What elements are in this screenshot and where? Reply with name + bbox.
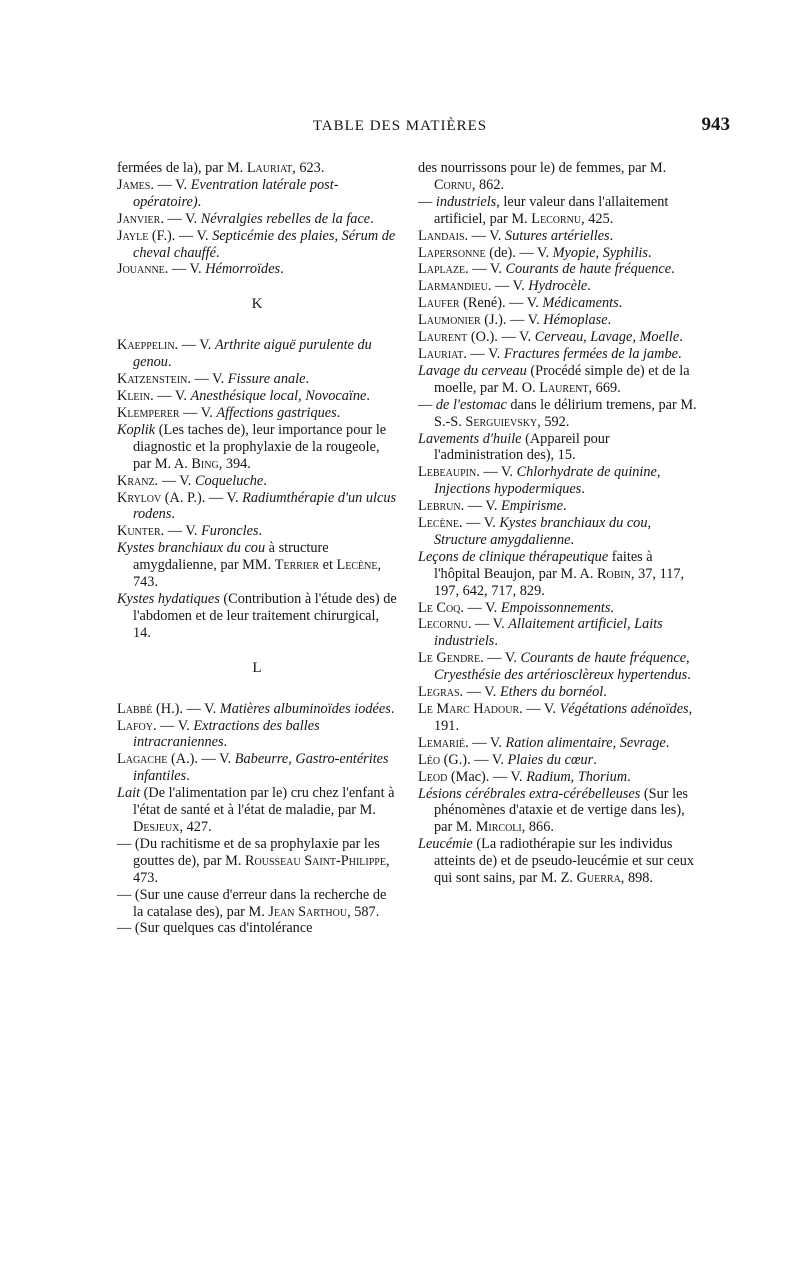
author-name: Kunter: [117, 523, 161, 540]
entry-text: , 37, 117, 197, 642, 717, 829.: [434, 565, 685, 599]
index-entry: [418, 329, 698, 346]
author-name: Lauriat: [418, 345, 464, 362]
index-entry: [418, 684, 698, 701]
index-entry: [117, 920, 397, 937]
author-name: Laumonier: [418, 312, 481, 329]
entry-text: , 425.: [581, 210, 614, 227]
index-entry: [117, 887, 397, 921]
entry-text: .: [587, 278, 591, 295]
index-entry: [117, 388, 397, 405]
entry-text: . — V.: [460, 599, 501, 616]
entry-text: . — V.: [164, 261, 206, 278]
index-entry: [117, 422, 397, 473]
entry-text: dans le délirium tremens, par M. S.-S.: [434, 396, 697, 430]
entry-text: .: [679, 329, 683, 346]
page-number: 943: [701, 114, 730, 135]
author-name: Cornu: [434, 176, 472, 193]
entry-text: (La radiothérapie sur les individus atteints de) et de pseudo-leucémie et sur ceux qui sont sains, par M. Z.: [434, 836, 695, 887]
entry-text: , 898.: [620, 870, 653, 887]
subject-term: Kystes branchiaux du cou, Structure amygdalienne: [434, 515, 652, 548]
subject-term: Médicaments: [542, 295, 619, 312]
subject-term: Végétations adénoïdes: [559, 701, 689, 717]
subject-term: Hémorroïdes: [205, 261, 281, 278]
entry-text: , leur valeur dans l'allaitement artificiel, par M.: [434, 193, 669, 227]
author-name: Lecène: [418, 515, 459, 532]
index-entry: [117, 228, 397, 262]
index-entry: [418, 549, 698, 600]
author-name: Le Marc Hadour: [418, 701, 520, 717]
subject-term: Myopie, Syphilis: [552, 244, 648, 261]
index-entry: [418, 616, 698, 650]
index-entry: [117, 701, 397, 718]
entry-text: fermées de la), par M.: [117, 160, 247, 176]
subject-term: Radiumthérapie d'un ulcus rodens: [133, 489, 397, 523]
entry-text: (Les taches de), leur importance pour le diagnostic et la prophylaxie de la rougeole, par M. A.: [133, 421, 387, 472]
author-name: Leod: [418, 768, 448, 785]
entry-text: —: [418, 193, 436, 210]
author-name: Mircoli: [475, 819, 522, 836]
index-entry: [418, 312, 698, 329]
index-entry: [418, 769, 698, 786]
entry-text: (Sur les phénomènes d'ataxie et de vertige dans les), par M.: [434, 785, 688, 836]
index-entry: [117, 751, 397, 785]
entry-text: des nourrissons pour le) de femmes, par M.: [418, 160, 667, 176]
subject-term: Lésions cérébrales extra-cérébelleuses: [418, 785, 641, 802]
index-entry: [117, 540, 397, 591]
subject-term: Extractions des balles intracraniennes: [133, 717, 320, 751]
entry-text: faites à l'hôpital Beaujon, par M. A.: [434, 548, 653, 582]
subject-term: Ration alimentaire, Sevrage: [505, 734, 666, 751]
author-name: Lagache: [117, 751, 168, 768]
entry-text: (De l'alimentation par le) cru chez l'enfant à l'état de santé et à l'état de maladie, par M.: [133, 785, 395, 819]
entry-text: . — V.: [459, 684, 500, 701]
index-entry: [418, 278, 698, 295]
entry-text: .: [171, 506, 175, 523]
author-name: James: [117, 176, 151, 193]
index-entry: [418, 650, 698, 684]
subject-term: Hémoplase: [543, 312, 608, 329]
subject-term: Babeurre, Gastro-entérites infantiles: [133, 751, 389, 785]
entry-text: . — V.: [487, 278, 529, 295]
author-name: Lebrun: [418, 498, 461, 515]
subject-term: Septicémie des plaies, Sérum de cheval chauffé: [133, 227, 396, 261]
index-entry: [117, 177, 397, 211]
entry-text: (O.). — V.: [467, 329, 535, 346]
index-entry: [418, 786, 698, 837]
entry-text: à structure amygdalienne, par MM.: [133, 540, 329, 574]
author-name: Laurent: [539, 379, 589, 396]
entry-text: , 587.: [347, 903, 380, 920]
entry-text: .: [370, 210, 374, 227]
author-name: Desjeux: [133, 819, 180, 835]
subject-term: Plaies du cœur: [507, 751, 594, 768]
subject-term: Leucémie: [418, 836, 473, 853]
entry-text: .: [687, 667, 691, 684]
entry-text: . — V.: [476, 464, 517, 481]
entry-text: .: [494, 633, 498, 650]
index-entry: [117, 490, 397, 524]
entry-text: (Contribution à l'étude des) de l'abdomen et de leur traitement chirurgical, 14.: [133, 590, 397, 641]
index-entry: [418, 836, 698, 887]
index-entry: [418, 160, 698, 194]
entry-text: . — V.: [150, 388, 191, 405]
entry-text: , 191.: [434, 701, 693, 734]
subject-term: Leçons de clinique thérapeutique: [418, 548, 609, 565]
index-entry: [418, 346, 698, 363]
author-name: Lebeaupin: [418, 464, 477, 481]
section-letter: K: [251, 296, 263, 313]
author-name: Janvier: [117, 210, 161, 227]
author-name: Lecornu: [418, 616, 468, 633]
index-entry: [117, 405, 397, 422]
entry-text: . — V.: [460, 498, 502, 515]
entry-text: —: [418, 396, 436, 413]
author-name: Kranz: [117, 472, 155, 489]
subject-term: Courants de haute fréquence: [505, 261, 672, 278]
entry-text: .: [167, 354, 172, 371]
entry-text: . — V.: [152, 717, 194, 734]
index-entry: [117, 785, 397, 836]
entry-text: .: [263, 472, 267, 489]
index-entry: [117, 473, 397, 490]
entry-text: (A. P.). — V.: [161, 489, 243, 506]
entry-text: .: [258, 523, 263, 540]
author-name: Lauriat: [246, 160, 293, 176]
index-entry: [418, 752, 698, 769]
entry-text: .: [223, 734, 228, 751]
subject-term: Lavements d'huile: [418, 430, 522, 447]
index-entry: [418, 194, 698, 228]
entry-text: .: [570, 531, 575, 548]
author-name: Guerra: [576, 870, 621, 887]
index-entry: [418, 397, 698, 431]
entry-text: , 394.: [218, 455, 251, 472]
entry-text: (Mac). — V.: [447, 768, 527, 785]
subject-term: Empirisme: [501, 498, 563, 515]
entry-text: .: [280, 261, 284, 278]
index-entry: [117, 160, 397, 177]
subject-term: Cerveau, Lavage, Moelle: [534, 329, 680, 346]
author-name: Larmandieu: [418, 278, 488, 295]
index-entry: [418, 515, 698, 549]
author-name: Lecornu: [531, 210, 582, 227]
entry-text: .: [562, 498, 567, 515]
index-entry: [418, 735, 698, 752]
author-name: Lecène: [336, 557, 378, 574]
entry-text: — (Sur une cause d'erreur dans la recherche de la catalase des), par M.: [117, 886, 387, 920]
entry-text: , 592.: [537, 413, 570, 430]
entry-text: .: [593, 751, 597, 768]
entry-text: . — V.: [464, 227, 505, 244]
entry-text: .: [336, 404, 341, 421]
subject-term: Matières albuminoïdes iodées: [219, 700, 391, 717]
subject-term: Anesthésique local, Novocaïne: [190, 388, 367, 405]
entry-text: .: [647, 244, 652, 261]
entry-text: , 862.: [471, 176, 505, 193]
entry-text: .: [677, 345, 682, 362]
entry-text: — V.: [179, 404, 217, 421]
entry-text: .: [609, 227, 614, 244]
author-name: Serguievsky: [465, 413, 538, 430]
subject-term: Névralgies rebelles de la face: [200, 210, 371, 227]
index-entry: [117, 371, 397, 388]
entry-text: , 743.: [133, 557, 382, 591]
entry-text: . — V.: [154, 472, 195, 489]
entry-text: .: [215, 244, 220, 261]
author-name: Labbé: [117, 700, 153, 717]
entry-text: (G.). — V.: [440, 751, 508, 768]
subject-term: Coqueluche: [194, 472, 264, 489]
index-entry: [418, 261, 698, 278]
index-entry: [418, 431, 698, 465]
author-name: Bing: [191, 455, 219, 472]
index-column-right: [418, 160, 698, 887]
entry-text: , 669.: [588, 379, 621, 396]
entry-text: (H.). — V.: [152, 700, 220, 717]
subject-term: Kystes hydatiques: [117, 590, 220, 607]
entry-text: (F.). — V.: [148, 227, 213, 244]
entry-text: (A.). — V.: [167, 751, 235, 768]
subject-term: Furoncles: [201, 523, 259, 540]
entry-text: , 427.: [179, 819, 212, 835]
entry-text: .: [618, 295, 623, 312]
author-name: Robin: [597, 565, 631, 582]
author-name: Terrier: [274, 557, 320, 574]
index-entry: [418, 228, 698, 245]
subject-term: Courants de haute fréquence, Cryesthésie des artériosclèreux hypertendus: [434, 650, 690, 684]
subject-term: industriels: [435, 193, 497, 210]
entry-text: .: [305, 371, 310, 388]
index-entry: [117, 718, 397, 752]
entry-text: .: [390, 700, 395, 717]
entry-text: (René). — V.: [459, 295, 543, 312]
entry-text: . — V.: [187, 371, 228, 388]
entry-text: .: [366, 388, 370, 405]
entry-text: .: [186, 768, 190, 785]
entry-text: .: [627, 768, 631, 785]
index-entry: [418, 600, 698, 617]
entry-text: .: [671, 261, 675, 278]
index-entry: [418, 245, 698, 262]
index-entry: [418, 498, 698, 515]
index-entry: [117, 261, 397, 278]
author-name: Legras: [418, 684, 460, 701]
author-name: Kaeppelin: [117, 337, 175, 354]
index-entry: [418, 363, 698, 397]
entry-text: .: [665, 734, 670, 751]
entry-text: .: [581, 481, 585, 498]
entry-text: . — V.: [150, 176, 191, 193]
entry-text: et: [319, 557, 337, 574]
entry-text: . — V.: [458, 515, 500, 532]
author-name: Jean Sarthou: [268, 903, 348, 920]
entry-text: . — V.: [480, 650, 521, 667]
subject-term: Ethers du bornéol: [499, 684, 604, 701]
author-name: Lapersonne: [418, 244, 486, 261]
subject-term: Eventration latérale post-opératoire): [133, 176, 339, 210]
author-name: Laufer: [418, 295, 460, 312]
author-name: Laplaze: [418, 261, 466, 278]
author-name: Le Gendre: [418, 650, 481, 667]
index-entry: [117, 591, 397, 642]
index-entry: [418, 464, 698, 498]
subject-term: Kystes branchiaux du cou: [117, 540, 266, 557]
entry-text: . — V.: [465, 734, 506, 751]
subject-term: Allaitement artificiel, Laits industriels: [434, 616, 663, 650]
entry-text: . — V.: [160, 523, 202, 540]
subject-term: de l'estomac: [435, 396, 507, 413]
running-header-title: TABLE DES MATIÈRES: [312, 118, 488, 134]
index-entry: [117, 523, 397, 540]
entry-text: , 473.: [133, 852, 390, 886]
subject-term: Arthrite aiguë purulente du genou: [133, 337, 372, 371]
index-entry: [117, 337, 397, 371]
entry-text: .: [610, 599, 614, 616]
subject-term: Chlorhydrate de quinine, Injections hypodermiques: [434, 464, 661, 498]
entry-text: .: [197, 193, 202, 210]
entry-text: — (Sur quelques cas d'intolérance: [117, 920, 313, 937]
author-name: Klein: [117, 388, 151, 405]
subject-term: Sutures artérielles: [504, 227, 610, 244]
index-entry: [418, 295, 698, 312]
entry-text: , 866.: [521, 819, 554, 836]
entry-text: . — V.: [160, 210, 201, 227]
author-name: Landais: [418, 227, 465, 244]
subject-term: Fractures fermées de la jambe: [503, 345, 678, 362]
author-name: Le Coq: [418, 599, 461, 616]
subject-term: Hydrocèle: [528, 278, 588, 295]
author-name: Laurent: [418, 329, 468, 346]
author-name: Krylov: [117, 489, 162, 506]
author-name: Rousseau Saint-Philippe: [244, 852, 386, 869]
entry-text: — (Du rachitisme et de sa prophylaxie par les gouttes de), par M.: [117, 835, 380, 869]
subject-term: Lait: [117, 785, 141, 802]
author-name: Lemarié: [418, 734, 466, 751]
entry-text: . — V.: [519, 701, 560, 717]
entry-text: , 623.: [292, 160, 325, 176]
entry-text: . — V.: [465, 261, 506, 278]
subject-term: Fissure anale: [227, 371, 306, 388]
subject-term: Affections gastriques: [216, 404, 337, 421]
subject-term: Radium, Thorium: [526, 768, 628, 785]
author-name: Jayle: [117, 227, 149, 244]
entry-text: . — V.: [467, 616, 509, 633]
entry-text: . — V.: [174, 337, 215, 354]
index-entry: [117, 836, 397, 887]
entry-text: (J.). — V.: [480, 312, 544, 329]
section-letter: L: [252, 659, 262, 676]
author-name: Lafoy: [117, 717, 153, 734]
index-entry: [418, 701, 698, 735]
author-name: Katzenstein: [117, 371, 188, 388]
subject-term: Koplik: [117, 421, 156, 438]
author-name: Léo: [418, 751, 441, 768]
entry-text: (Procédé simple de) et de la moelle, par M. O.: [434, 362, 690, 396]
entry-text: (Appareil pour l'administration des), 15.: [434, 430, 610, 464]
author-name: Jouanne: [117, 261, 165, 278]
subject-term: Empoissonnements: [500, 599, 611, 616]
subject-term: Lavage du cerveau: [418, 362, 527, 379]
entry-text: .: [607, 312, 612, 329]
index-entry: [117, 211, 397, 228]
author-name: Klemperer: [117, 404, 180, 421]
entry-text: (de). — V.: [485, 244, 553, 261]
entry-text: .: [603, 684, 607, 701]
index-column-left: [117, 160, 397, 937]
entry-text: . — V.: [463, 345, 504, 362]
